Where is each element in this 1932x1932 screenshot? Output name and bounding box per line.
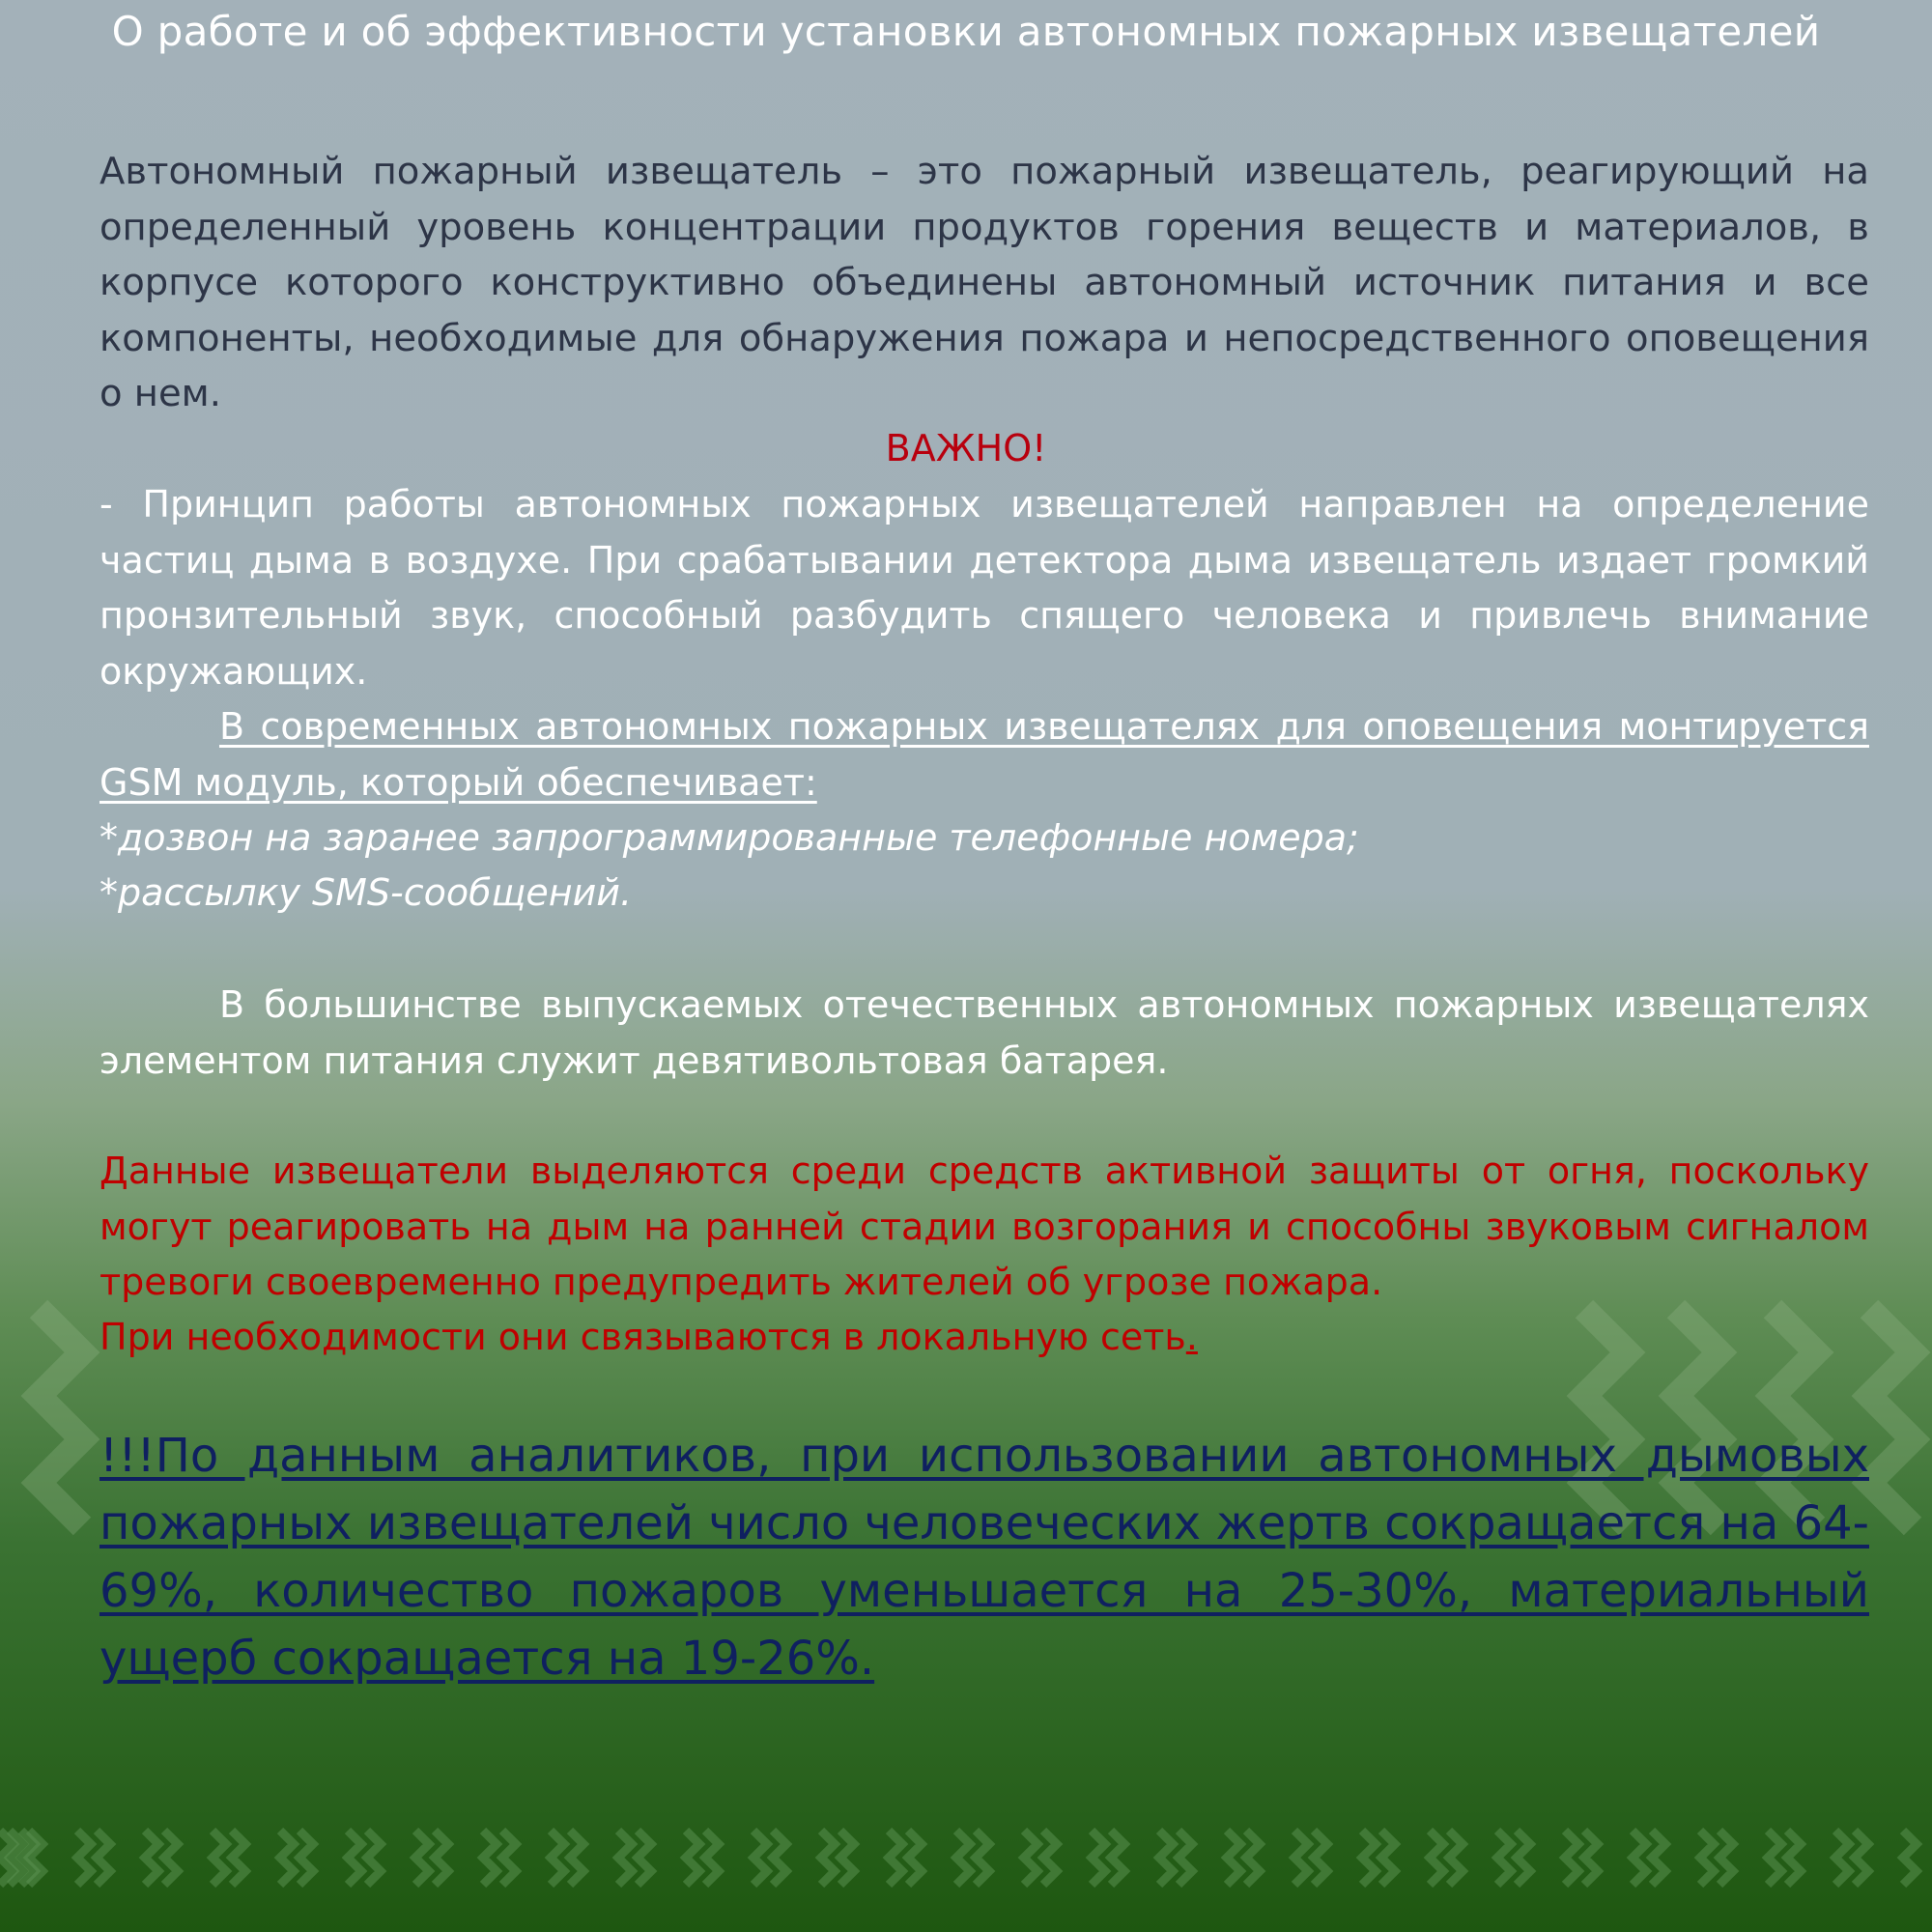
network-line (99, 1310, 1869, 1365)
network-end: . (1185, 1316, 1198, 1358)
gsm-intro-text: В современных автономных пожарных извещателях для оповещения монтируется GSM модуль, который обеспечивает: (99, 705, 1869, 804)
network-text: При необходимости они связываются в локальную сеть (99, 1316, 1186, 1358)
principle-paragraph: - Принцип работы автономных пожарных извещателей направлен на определение частиц дыма в воздухе. При срабатывании детектора дыма извещатель издает громкий пронзительный звук, способный разбудить спящего человека и привлечь внимание окружающих. (99, 483, 1869, 693)
important-label: ВАЖНО! (885, 427, 1047, 469)
gsm-feature-item: *дозвон на заранее запрограммированные телефонные номера; (99, 816, 1359, 859)
highlight-paragraph: Данные извещатели выделяются среди средств активной защиты от огня, поскольку могут реагировать на дым на ранней стадии возгорания и способны звуковым сигналом тревоги своевременно предупредить жителей об угрозе пожара. (99, 1150, 1869, 1303)
gsm-intro-paragraph (99, 699, 1869, 810)
bottom-border-ornament-repeat (10, 1831, 1917, 1885)
definition-paragraph: Автономный пожарный извещатель – это пожарный извещатель, реагирующий на определенный уровень концентрации продуктов горения веществ и материалов, в корпусе которого конструктивно объединены автономный источник питания и все компоненты, необходимые для обнаружения пожара и непосредственного оповещения о нем. (99, 150, 1869, 415)
gsm-feature-item: *рассылку SMS-сообщений. (99, 871, 633, 914)
battery-paragraph: В большинстве выпускаемых отечественных автономных пожарных извещателях элементом питания служит девятивольтовая батарея. (99, 983, 1869, 1082)
statistics-paragraph: !!!По данным аналитиков, при использовании автономных дымовых пожарных извещателей число человеческих жертв сокращается на 64-69%, количество пожаров уменьшается на 25-30%, материальный ущерб сокращается на 19-26%. (99, 1429, 1869, 1686)
page-title: О работе и об эффективности установки автономных пожарных извещателей (111, 8, 1821, 55)
